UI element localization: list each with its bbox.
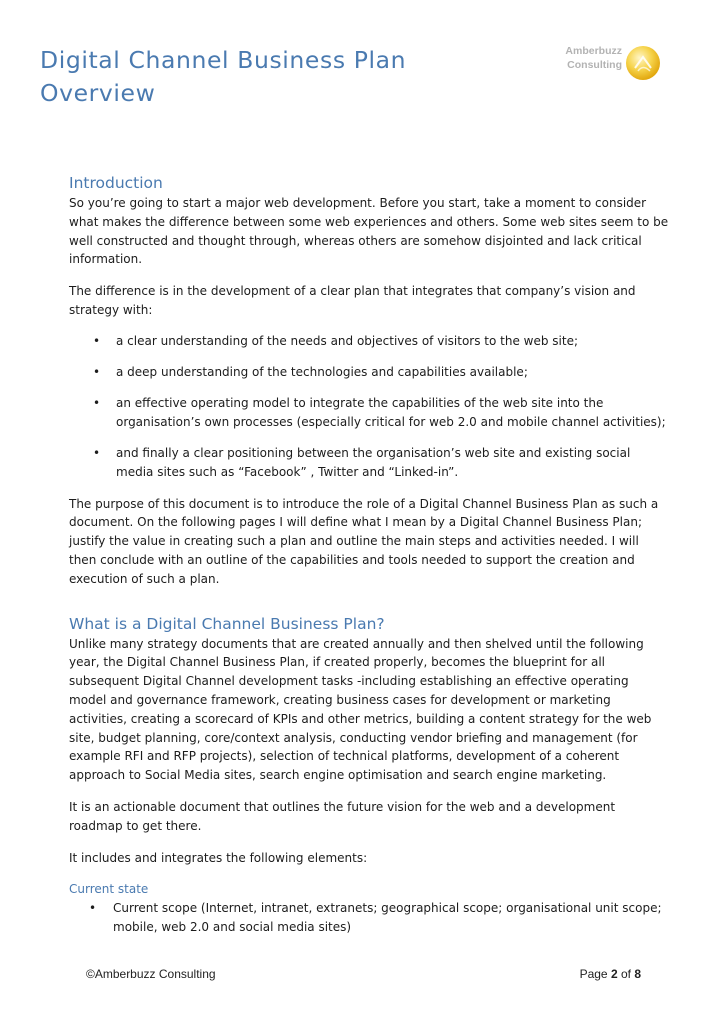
list-item: • a deep understanding of the technologies and capabilities available; [69,363,669,382]
document-body [69,172,669,937]
sun-logo-icon [624,44,662,82]
page-of: of [617,967,635,981]
page-title-line1: Digital Channel Business Plan [40,46,407,74]
list-item: • Current scope (Internet, intranet, extranets; geographical scope; organisational unit scope; mobile, web 2.0 and social media sites) [69,899,669,937]
current-state-bullet-list [69,899,669,937]
page-current: 2 [610,967,618,981]
list-item: • an effective operating model to integrate the capabilities of the web site into the organisation’s own processes (especially critical for web 2.0 and mobile channel activities); [69,394,669,432]
intro-paragraph-2: The difference is in the development of a clear plan that integrates that company’s vision and strategy with: [69,284,636,317]
section-heading-introduction: Introduction [69,174,163,192]
intro-paragraph-3: The purpose of this document is to introduce the role of a Digital Channel Business Plan as such a document. On the following pages I will define what I mean by a Digital Channel Business Plan; justify the value in creating such a plan and outline the main steps and activities needed. I will then conclude with an outline of the capabilities and tools needed to support the creation and execution of such a plan. [69,496,659,586]
page-title-line2: Overview [40,79,156,107]
page-number [580,967,641,981]
what-is-paragraph-2: It is an actionable document that outlines the future vision for the web and a development roadmap to get there. [69,799,616,833]
logo-text [565,44,622,72]
what-is-paragraph-3: It includes and integrates the following elements: [69,850,368,865]
logo-line1: Amberbuzz [565,45,622,57]
logo-line2: Consulting [567,59,622,71]
intro-paragraph-1: So you’re going to start a major web development. Before you start, take a moment to consider what makes the difference between some web experiences and others. Some web sites seem to be well constructed and thought through, whereas others are somehow disjointed and lack critical information. [69,196,669,267]
list-item: • and finally a clear positioning between the organisation’s web site and existing social media sites such as “Facebook” , Twitter and “Linked-in”. [69,444,669,482]
what-is-paragraph-1: Unlike many strategy documents that are created annually and then shelved until the following year, the Digital Channel Business Plan, if created properly, becomes the blueprint for all subsequent Digital Channel development tasks -including establishing an effective operating model and governance framework, creating business cases for development or marketing activities, creating a scorecard of KPIs and other metrics, building a content strategy for the web site, budget planning, core/context analysis, conducting vendor briefing and management (for example RFI and RFP projects), selection of technical platforms, development of a coherent approach to Social Media sites, search engine optimisation and search engine marketing. [69,636,652,783]
page-prefix: Page [579,967,611,981]
footer-copyright: ©Amberbuzz Consulting [86,967,216,981]
company-logo [552,44,662,90]
list-item: • a clear understanding of the needs and objectives of visitors to the web site; [69,332,669,351]
page-title [40,44,480,110]
subheading-current-state: Current state [69,882,149,897]
intro-bullet-list [69,332,669,482]
page-total: 8 [634,967,641,981]
section-heading-what-is: What is a Digital Channel Business Plan? [69,614,385,633]
